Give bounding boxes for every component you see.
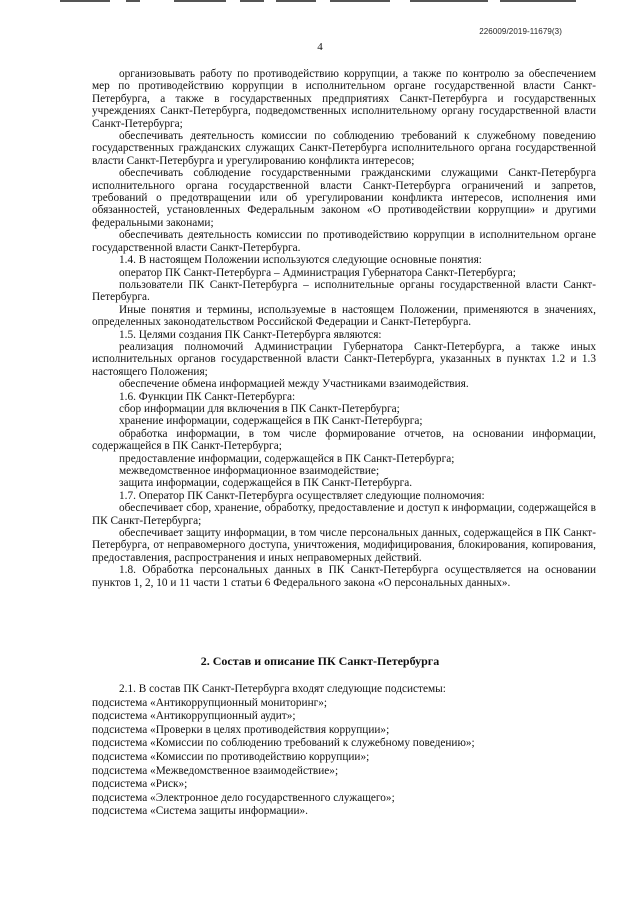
list-item: подсистема «Антикоррупционный аудит»;: [92, 710, 296, 723]
list-item: подсистема «Электронное дело государственного служащего»;: [92, 791, 395, 804]
paragraph: хранение информации, содержащейся в ПК Санкт-Петербурга;: [119, 415, 423, 428]
paragraph: 1.4. В настоящем Положении используются следующие основные понятия:: [119, 254, 482, 267]
paragraph: организовывать работу по противодействию коррупции, а также по контролю за обеспечением мер по противодействию коррупции в исполнительном органе государственной власти Санкт-Петербурга, а также в государственных предприятиях Санкт-Петербурга и государственных учреждениях Санкт-Петербурга, подведомственных исполнительному органу государственной власти Санкт-Петербурга;: [92, 68, 596, 130]
scan-artifact-marks: [0, 0, 640, 6]
paragraph: обеспечивает сбор, хранение, обработку, предоставление и доступ к информации, содержащейся в ПК Санкт-Петербурга;: [92, 502, 596, 527]
list-item: подсистема «Антикоррупционный мониторинг»;: [92, 696, 328, 709]
paragraph: предоставление информации, содержащейся в ПК Санкт-Петербурга;: [119, 452, 455, 465]
paragraph: защита информации, содержащейся в ПК Санкт-Петербурга.: [119, 477, 413, 490]
paragraph: пользователи ПК Санкт-Петербурга – исполнительные органы государственной власти Санкт-Петербурга.: [92, 278, 596, 304]
paragraph: 1.5. Целями создания ПК Санкт-Петербурга являются:: [119, 328, 382, 341]
list-item: подсистема «Риск»;: [92, 778, 188, 791]
paragraph: 1.7. Оператор ПК Санкт-Петербурга осуществляет следующие полномочия:: [119, 489, 485, 502]
paragraph: межведомственное информационное взаимодействие;: [119, 465, 380, 477]
paragraph: Иные понятия и термины, используемые в настоящем Положении, применяются в значениях, определенных законодательством Российской Федерации и Санкт-Петербурга.: [92, 303, 596, 329]
paragraph: 1.8. Обработка персональных данных в ПК Санкт-Петербурга осуществляется на основании пунктов 1, 2, 10 и 11 части 1 статьи 6 Федерального закона «О персональных данных».: [92, 564, 596, 589]
paragraph: обеспечение обмена информацией между Участниками взаимодействия.: [119, 378, 469, 391]
section-heading: 2. Состав и описание ПК Санкт-Петербурга: [200, 654, 440, 668]
list-item: подсистема «Комиссии по соблюдению требований к служебному поведению»;: [92, 737, 475, 750]
paragraph: обеспечивает защиту информации, в том числе персональных данных, содержащейся в ПК Санкт-Петербурга, от неправомерного доступа, уничтожения, модифицирования, блокирования, копирования, предоставления, распространения и иных неправомерных действий.: [92, 527, 596, 564]
list-item: подсистема «Проверки в целях противодействия коррупции»;: [92, 723, 390, 736]
subsystems-list: [92, 683, 596, 819]
list-item: подсистема «Комиссии по противодействию коррупции»;: [92, 750, 370, 763]
paragraph: сбор информации для включения в ПК Санкт-Петербурга;: [119, 402, 400, 415]
paragraph: 1.6. Функции ПК Санкт-Петербурга:: [119, 390, 296, 403]
document-registration-number: 226009/2019-11679(3): [479, 27, 562, 36]
list-item: подсистема «Межведомственное взаимодействие»;: [92, 764, 339, 777]
paragraph: оператор ПК Санкт-Петербурга – Администрация Губернатора Санкт-Петербурга;: [119, 266, 516, 279]
list-item: подсистема «Система защиты информации».: [92, 805, 308, 818]
paragraph: обеспечивать соблюдение государственными гражданскими служащими Санкт-Петербурга исполнительного органа государственной власти Санкт-Петербурга ограничений и запретов, требований о предотвращении или об урегулировании конфликта интересов, исполнения ими обязанностей, установленных Федеральным законом «О противодействии коррупции» и другими федеральными законами;: [92, 167, 596, 229]
document-body: [92, 68, 596, 589]
paragraph: обработка информации, в том числе формирование отчетов, на основании информации, содержащейся в ПК Санкт-Петербурга;: [92, 427, 596, 453]
paragraph: обеспечивать деятельность комиссии по противодействию коррупции в исполнительном органе государственной власти Санкт-Петербурга.: [92, 229, 596, 254]
paragraph: обеспечивать деятельность комиссии по соблюдению требований к служебному поведению государственных гражданских служащих Санкт-Петербурга исполнительного органа государственной власти Санкт-Петербурга и урегулированию конфликта интересов;: [92, 130, 596, 167]
list-intro: 2.1. В состав ПК Санкт-Петербурга входят следующие подсистемы:: [119, 683, 446, 695]
paragraph: реализация полномочий Администрации Губернатора Санкт-Петербурга, а также иных исполнительных органов государственной власти Санкт-Петербурга, указанных в пунктах 1.2 и 1.3 настоящего Положения;: [92, 340, 596, 378]
page-number: 4: [317, 41, 323, 53]
